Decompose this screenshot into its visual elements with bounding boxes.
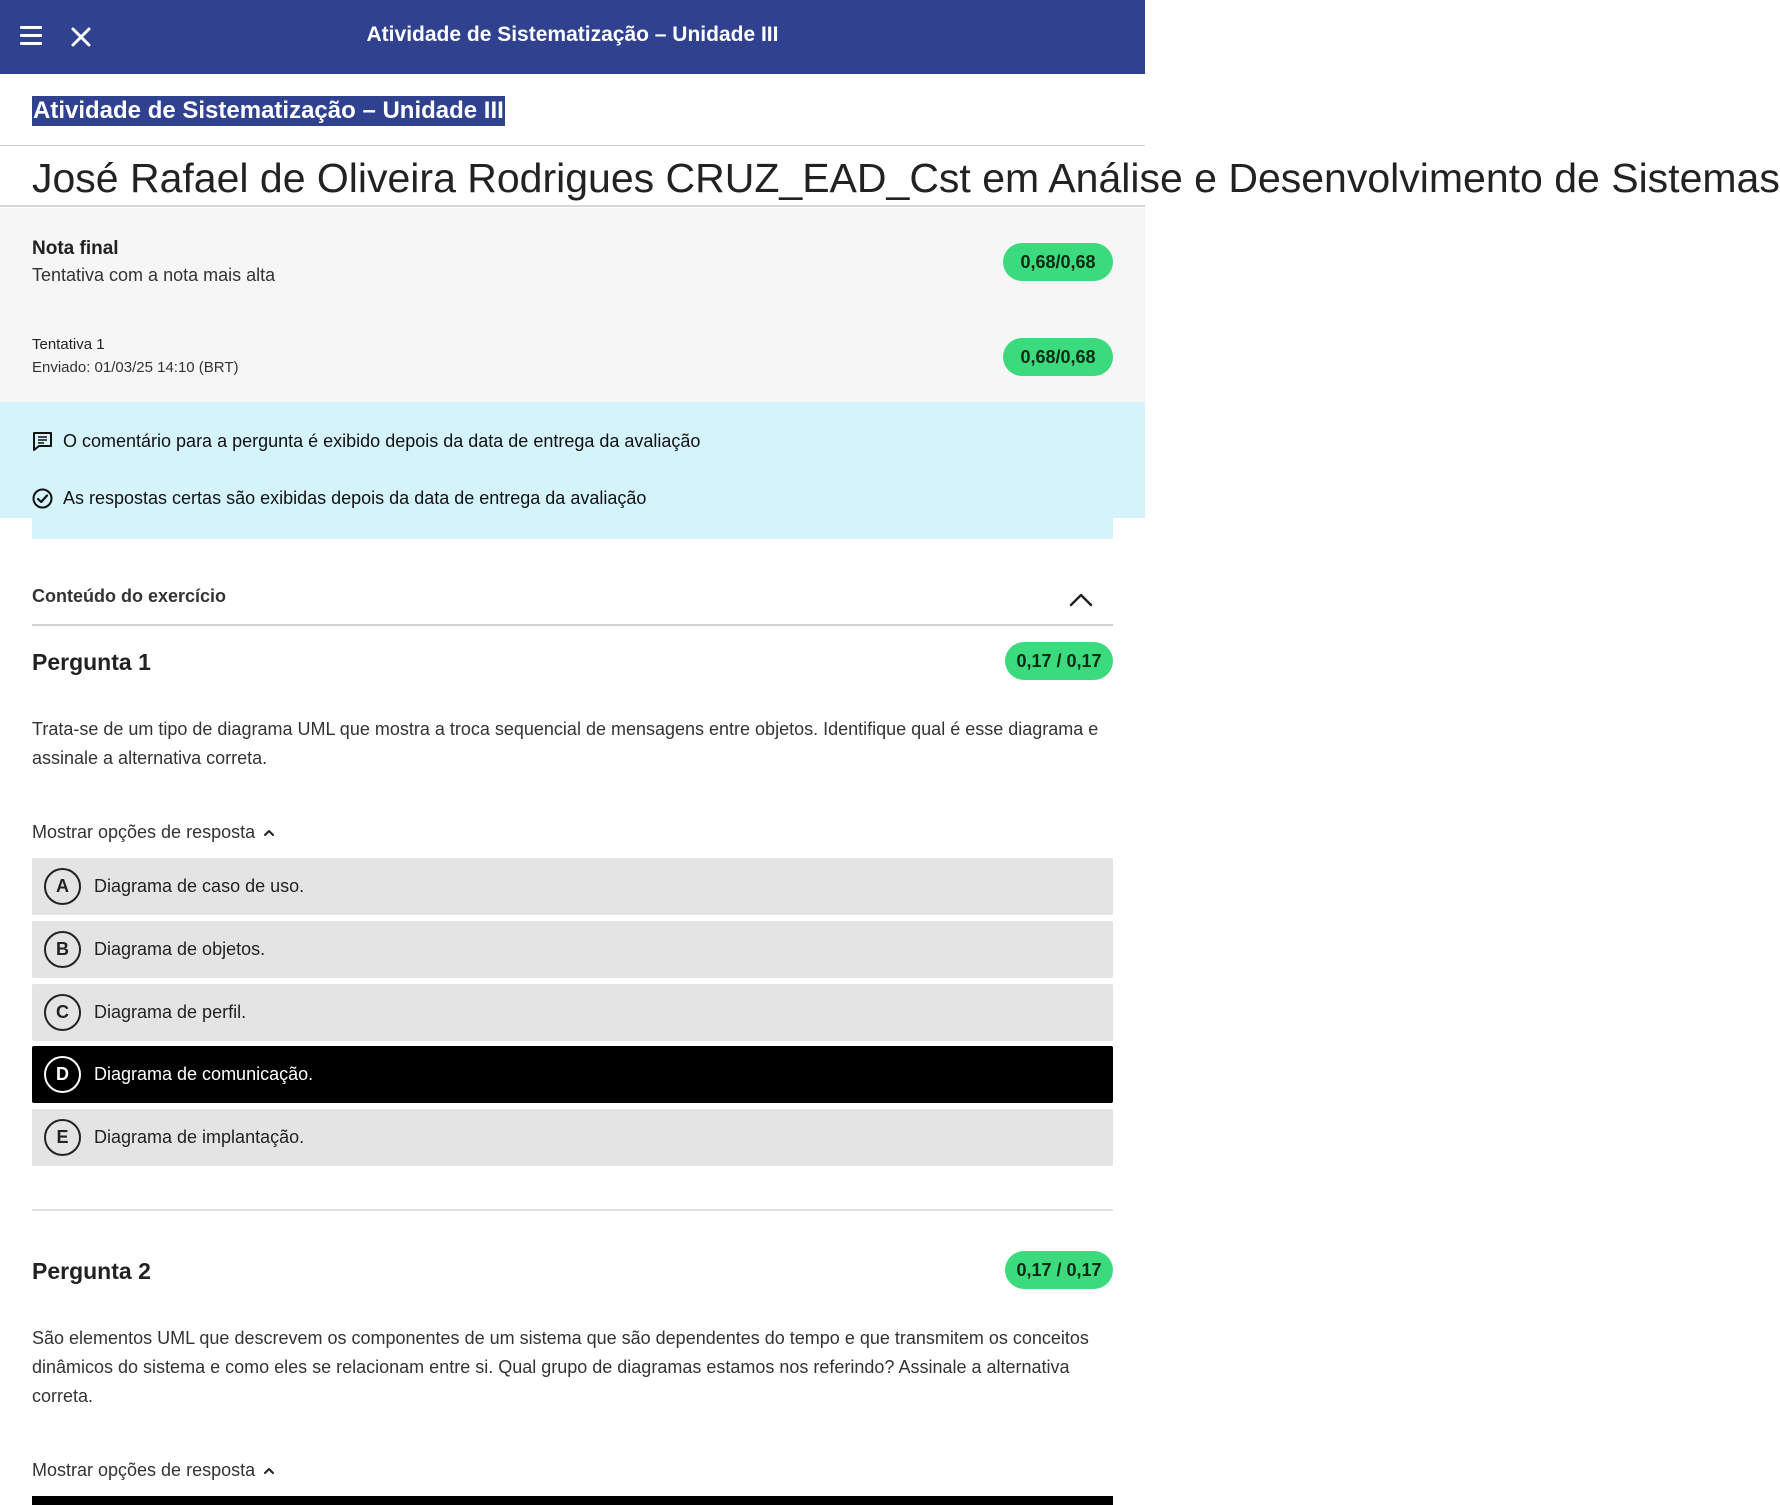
exercise-content-heading: Conteúdo do exercício	[32, 586, 227, 606]
question-2-title: Pergunta 2	[32, 1258, 151, 1284]
question-2-text: São elementos UML que descrevem os componentes de um sistema que são dependentes do tempo e que transmitem os conceitos dinâmicos do sistema e como eles se relacionam entre si. Qual grupo de diagramas estamos nos referindo? Assinale a alternativa correta.	[32, 1328, 1089, 1406]
show-options-label: Mostrar opções de resposta	[32, 822, 256, 842]
assessment-title: Atividade de Sistematização – Unidade III	[33, 97, 504, 124]
question-2-show-options[interactable]	[32, 1460, 275, 1481]
final-score-badge: 0,68/0,68	[1003, 243, 1113, 281]
header-title: Atividade de Sistematização – Unidade III	[366, 23, 779, 46]
option-letter: B	[44, 931, 81, 968]
final-grade-label: Nota final	[32, 238, 119, 259]
answer-option-partial[interactable]	[32, 1496, 1113, 1505]
question-divider	[32, 1209, 1113, 1211]
top-bar	[0, 0, 1145, 74]
question-1-show-options[interactable]	[32, 822, 275, 843]
question-1-title: Pergunta 1	[32, 649, 151, 675]
option-text: Diagrama de perfil.	[94, 1002, 247, 1022]
option-text: Diagrama de implantação.	[94, 1127, 305, 1147]
answers-notice	[32, 488, 646, 509]
answer-option-a[interactable]	[32, 858, 1113, 915]
answer-option-c[interactable]	[32, 984, 1113, 1041]
question-2-score-badge: 0,17 / 0,17	[1005, 1251, 1113, 1289]
info-notice-band	[0, 402, 1145, 518]
comment-notice-text: O comentário para a pergunta é exibido depois da data de entrega da avaliação	[63, 431, 701, 451]
check-circle-icon	[32, 488, 53, 509]
option-text: Diagrama de caso de uso.	[94, 876, 305, 896]
grade-summary	[0, 208, 1145, 402]
option-text: Diagrama de comunicação.	[94, 1064, 314, 1084]
divider	[32, 624, 1113, 626]
option-letter: D	[44, 1056, 81, 1093]
chevron-up-small-icon	[263, 1466, 275, 1476]
student-course-title: José Rafael de Oliveira Rodrigues CRUZ_EAD_Cst em Análise e Desenvolvimento de Sistemas	[32, 155, 1780, 201]
chevron-up-small-icon	[263, 828, 275, 838]
answer-option-d-selected[interactable]	[32, 1046, 1113, 1103]
chevron-up-icon[interactable]	[1068, 588, 1094, 610]
answer-option-b[interactable]	[32, 921, 1113, 978]
question-1-text: Trata-se de um tipo de diagrama UML que mostra a troca sequencial de mensagens entre objetos. Identifique qual é esse diagrama e assinale a alternativa correta.	[32, 719, 1099, 768]
option-letter: E	[44, 1119, 81, 1156]
attempt-sent-date: Enviado: 01/03/25 14:10 (BRT)	[32, 359, 239, 376]
info-band-extension	[32, 518, 1113, 539]
show-options-label: Mostrar opções de resposta	[32, 1460, 256, 1480]
attempt-score-badge: 0,68/0,68	[1003, 338, 1113, 376]
question-1-score-badge: 0,17 / 0,17	[1005, 642, 1113, 680]
subtitle-band	[0, 74, 1145, 146]
comment-icon	[32, 431, 53, 452]
comment-notice	[32, 431, 700, 452]
answer-option-e[interactable]	[32, 1109, 1113, 1166]
answers-notice-text: As respostas certas são exibidas depois da data de entrega da avaliação	[63, 488, 647, 508]
option-text: Diagrama de objetos.	[94, 939, 266, 959]
final-grade-subtitle: Tentativa com a nota mais alta	[32, 265, 276, 285]
attempt-label[interactable]: Tentativa 1	[32, 336, 105, 353]
option-letter: C	[44, 994, 81, 1031]
divider	[0, 205, 1145, 207]
option-letter: A	[44, 868, 81, 905]
